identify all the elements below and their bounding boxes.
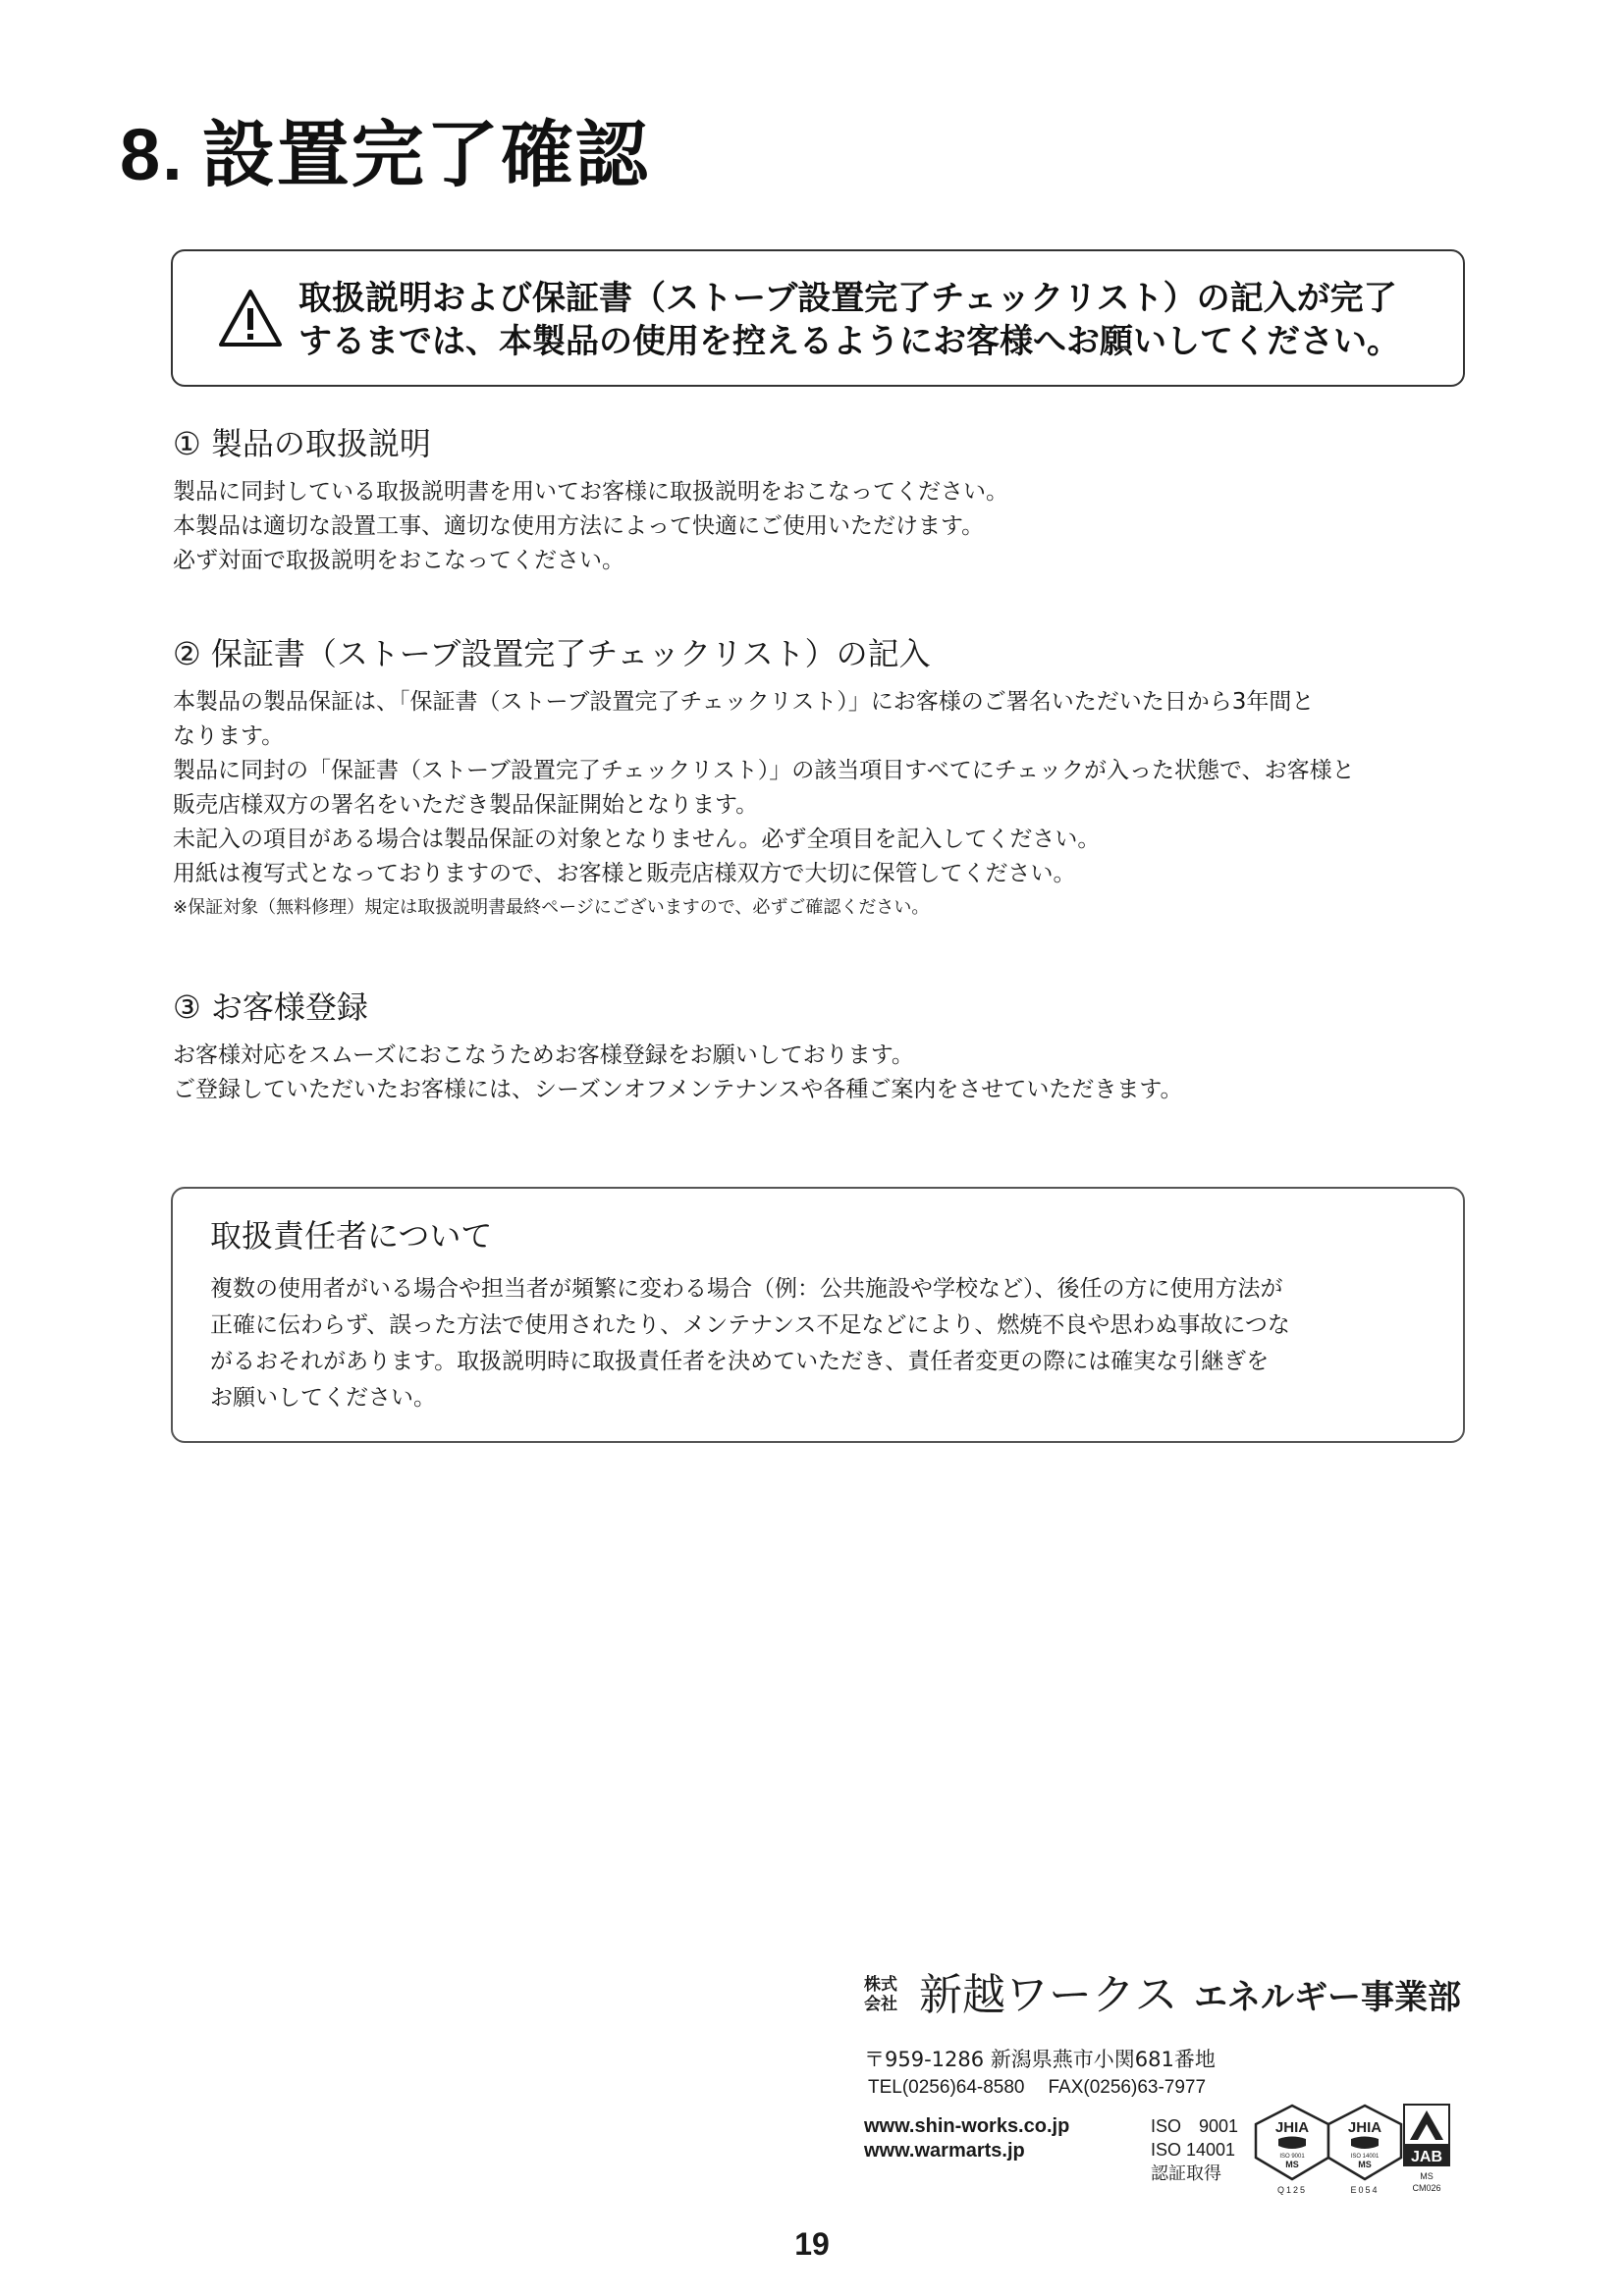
warning-line: 取扱説明および保証書（ストーブ設置完了チェックリスト）の記入が完了 <box>298 279 1397 318</box>
badge-code: Q125 <box>1276 2185 1308 2195</box>
section-title: 設置完了確認 <box>201 113 650 197</box>
company-fax: FAX(0256)63-7977 <box>1048 2077 1207 2098</box>
body-line: 正確に伝わらず、誤った方法で使用されたり、メンテナンス不足などにより、燃焼不良や思わぬ事故につな <box>210 1312 1290 1338</box>
company-urls <box>864 2114 1069 2163</box>
badge-ms: MS <box>1358 2160 1372 2169</box>
iso-certification <box>1151 2114 1238 2185</box>
warning-text <box>298 277 1447 363</box>
section-heading: ② 保証書（ストーブ設置完了チェックリスト）の記入 <box>173 635 931 672</box>
body-line: 本製品は適切な設置工事、適切な使用方法によって快適にご使用いただけます。 <box>173 513 985 539</box>
section-customer-registration <box>173 988 1479 1107</box>
badge-code: E054 <box>1350 2185 1380 2195</box>
body-line: 本製品の製品保証は、「保証書（ストーブ設置完了チェックリスト）」にお客様のご署名いただいた日から3年間と <box>173 689 1315 715</box>
section-heading: ① 製品の取扱説明 <box>173 425 431 462</box>
jhia-iso9001-badge-icon <box>1253 2103 1331 2197</box>
warranty-note: ※保証対象（無料修理）規定は取扱説明書最終ページにございますので、必ずご確認ください。 <box>173 897 930 918</box>
iso-line: ISO 9001 <box>1151 2116 1239 2136</box>
body-line: ご登録していただいたお客様には、シーズンオフメンテナンスや各種ご案内をさせていただきます。 <box>173 1077 1183 1102</box>
body-line: 販売店様双方の署名をいただき製品保証開始となります。 <box>173 792 759 818</box>
section-body <box>173 685 1479 925</box>
jab-code: CM026 <box>1412 2183 1441 2193</box>
warning-line: するまでは、本製品の使用を控えるようにお客様へお願いしてください。 <box>298 322 1400 361</box>
section-body <box>173 475 1479 578</box>
section-warranty <box>173 634 1479 925</box>
url-link[interactable]: www.shin-works.co.jp <box>864 2115 1070 2137</box>
badge-iso: ISO 14001 <box>1350 2154 1380 2160</box>
warning-box <box>171 249 1465 387</box>
body-line: お客様対応をスムーズにおこなうためお客様登録をお願いしております。 <box>173 1042 914 1068</box>
badge-org: JHIA <box>1274 2119 1310 2136</box>
section-body <box>173 1039 1479 1107</box>
section-product-instruction <box>173 424 1479 578</box>
body-line: お願いしてください。 <box>210 1385 436 1411</box>
company-address: 〒959-1286 新潟県燕市小関681番地 <box>864 2048 1216 2071</box>
jhia-iso14001-badge-icon <box>1326 2103 1404 2197</box>
body-line: がるおそれがあります。取扱説明時に取扱責任者を決めていただき、責任者変更の際には確実な引継ぎを <box>210 1349 1270 1374</box>
section-heading: ③ お客様登録 <box>173 988 368 1026</box>
company-type-top: 株式 <box>864 1975 897 1995</box>
company-division: エネルギー事業部 <box>1194 1978 1461 2017</box>
responsible-heading: 取扱責任者について <box>210 1217 493 1255</box>
responsible-body <box>210 1271 1437 1416</box>
body-line: 用紙は複写式となっておりますので、お客様と販売店様双方で大切に保管してください。 <box>173 861 1076 886</box>
badge-org: JHIA <box>1347 2119 1382 2136</box>
company-tel: TEL(0256)64-8580 <box>868 2077 1025 2098</box>
jab-ms: MS <box>1420 2171 1434 2181</box>
company-type <box>864 1975 897 2014</box>
body-line: 製品に同封の「保証書（ストーブ設置完了チェックリスト）」の該当項目すべてにチェックが入った状態で、お客様と <box>173 758 1355 783</box>
warning-triangle-icon <box>218 289 283 347</box>
body-line: 必ず対面で取扱説明をおこなってください。 <box>173 548 624 573</box>
body-line: 複数の使用者がいる場合や担当者が頻繁に変わる場合（例：公共施設や学校など）、後任の方に使用方法が <box>210 1276 1283 1302</box>
body-line: 未記入の項目がある場合は製品保証の対象となりません。必ず全項目を記入してください。 <box>173 827 1101 852</box>
company-name: 新越ワークス <box>919 1970 1178 2020</box>
jab-text: JAB <box>1410 2149 1443 2165</box>
badge-iso: ISO 9001 <box>1279 2154 1305 2160</box>
jab-accreditation-icon <box>1402 2103 1453 2197</box>
page-number: 19 <box>794 2226 830 2262</box>
url-link[interactable]: www.warmarts.jp <box>864 2140 1025 2162</box>
page-title <box>120 106 650 204</box>
body-line: なります。 <box>173 723 285 749</box>
iso-line: 認証取得 <box>1151 2163 1221 2183</box>
responsible-person-box <box>171 1187 1465 1443</box>
iso-line: ISO 14001 <box>1151 2140 1236 2160</box>
company-type-bottom: 会社 <box>864 1995 897 2014</box>
body-line: 製品に同封している取扱説明書を用いてお客様に取扱説明をおこなってください。 <box>173 479 1008 505</box>
section-number: 8. <box>120 114 185 195</box>
company-contact <box>868 2075 1229 2101</box>
badge-ms: MS <box>1285 2160 1299 2169</box>
